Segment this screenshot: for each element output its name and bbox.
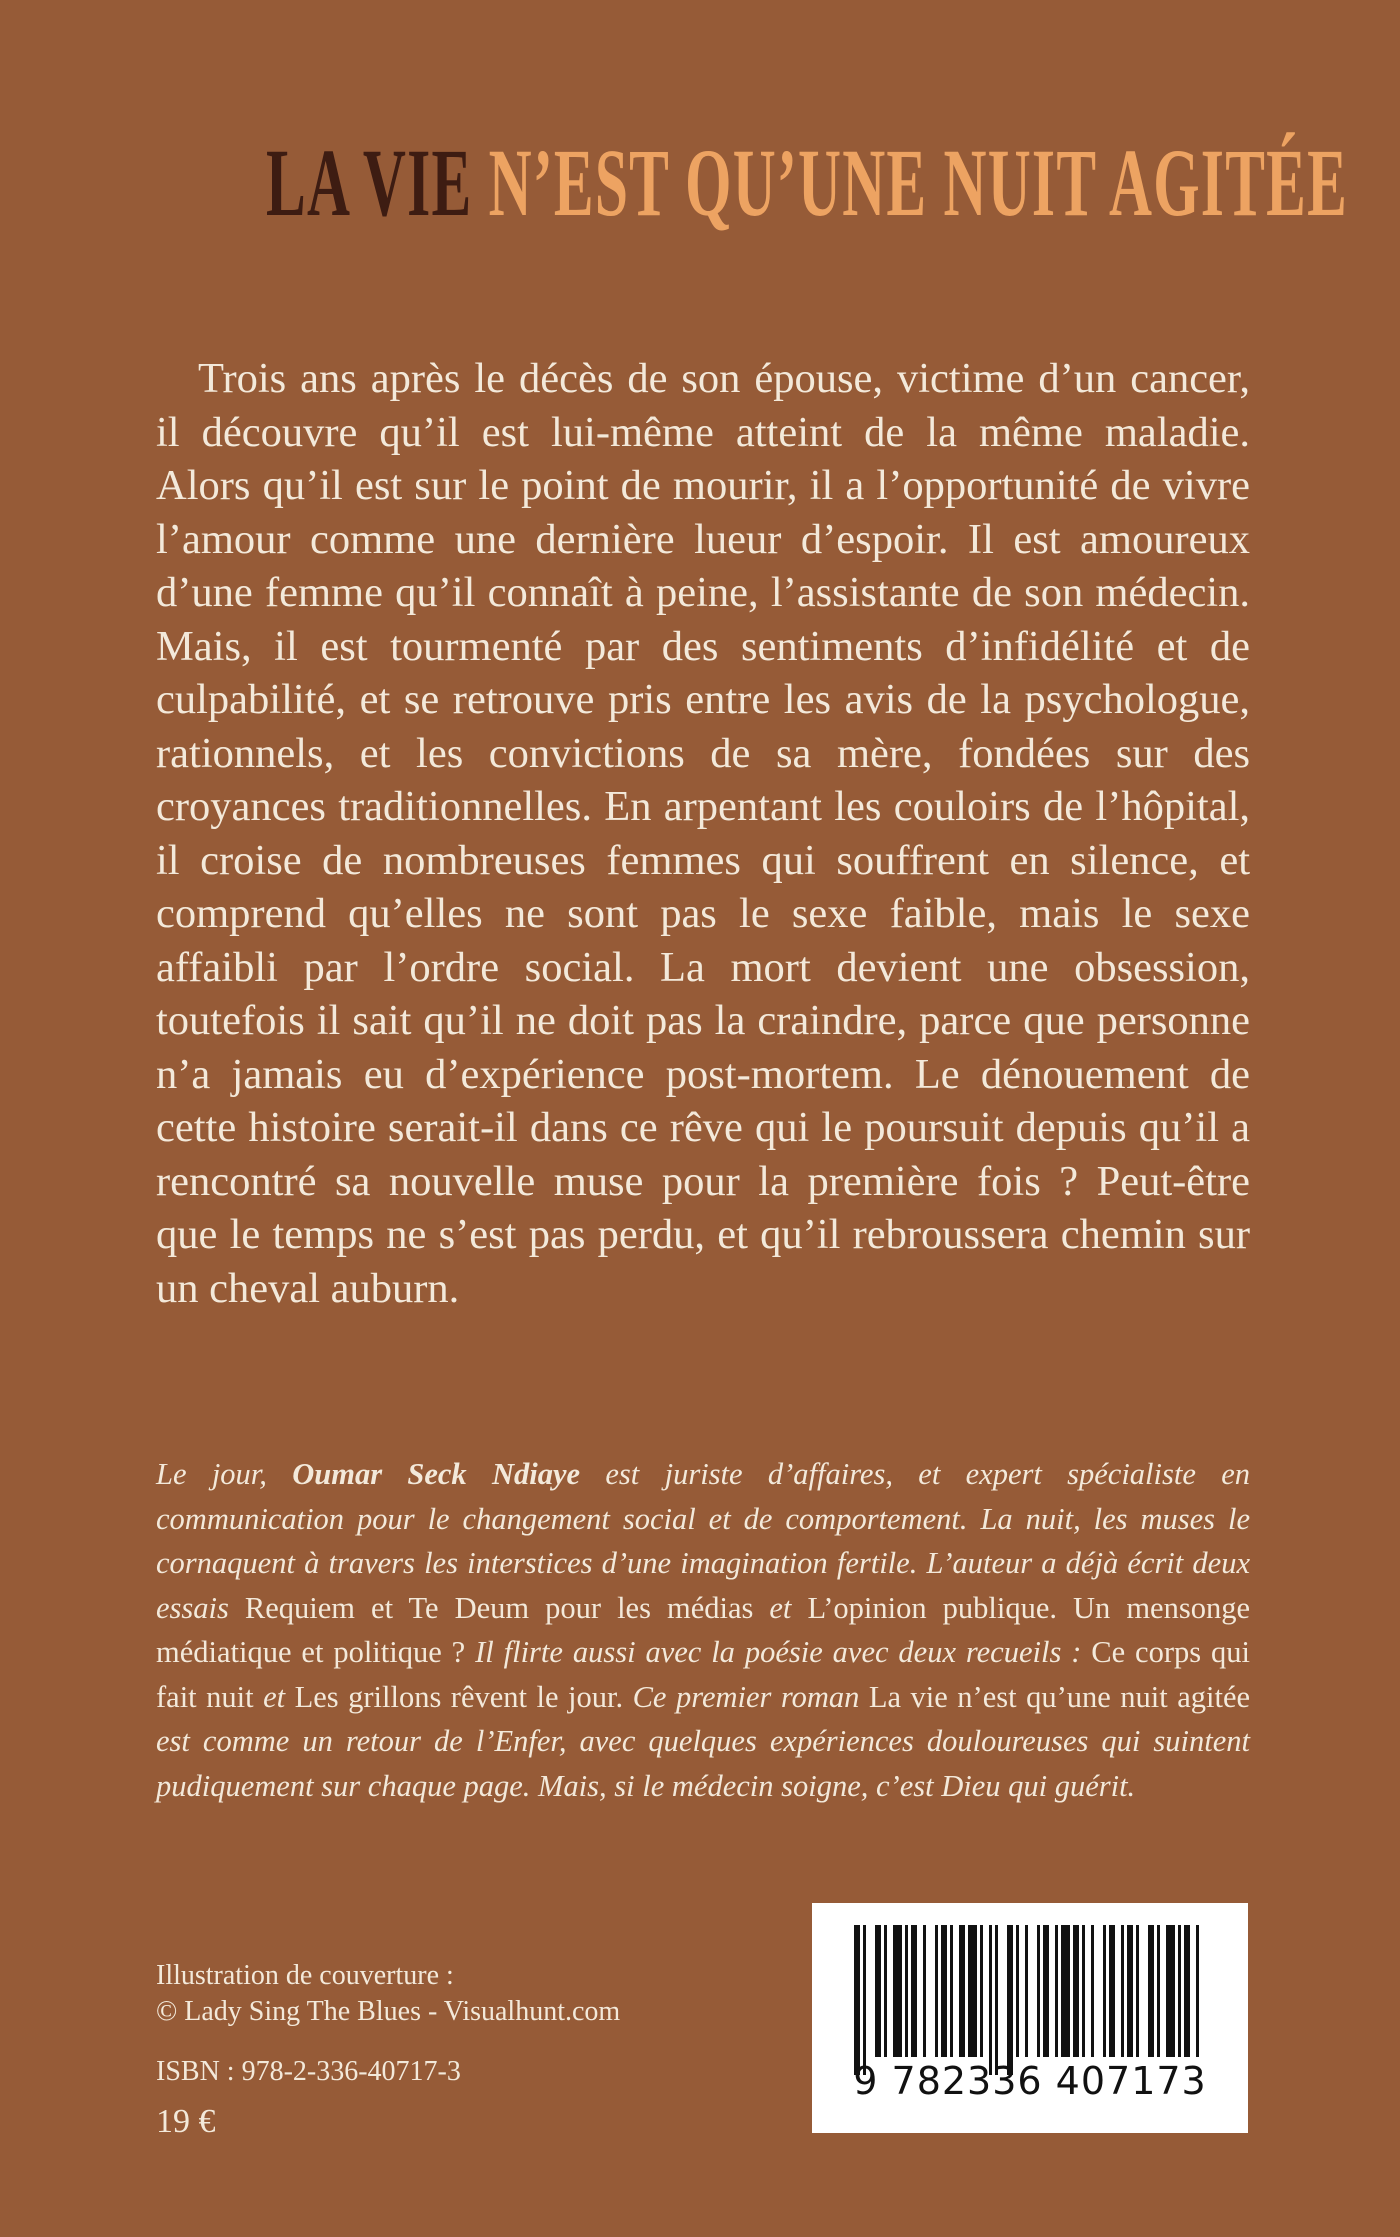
barcode-bar bbox=[905, 1925, 908, 2057]
barcode-bar bbox=[893, 1925, 902, 2057]
barcode-bar bbox=[1073, 1925, 1079, 2057]
bio-text: Le jour, bbox=[156, 1457, 293, 1491]
barcode-bar bbox=[959, 1925, 965, 2057]
barcode-bar bbox=[854, 1925, 860, 2075]
barcode-bar bbox=[995, 1925, 998, 2075]
bio-text: et bbox=[753, 1590, 808, 1625]
cover-credits bbox=[156, 1958, 620, 2030]
credits-label: Illustration de couverture : bbox=[156, 1960, 454, 1991]
book-title-ref: La vie n’est qu’une nuit agitée bbox=[868, 1679, 1251, 1714]
barcode-bar bbox=[1184, 1925, 1190, 2057]
barcode-bar bbox=[884, 1925, 887, 2057]
barcode-bar bbox=[1157, 1925, 1160, 2057]
synopsis-text: Trois ans après le décès de son épouse, victime d’un cancer, il découvre qu’il est lui-même atteint de la même maladie. Alors qu’il est sur le point de mourir, il a l’opportunité de vivre l’amour comme une dernière lueur d’espoir. Il est amoureux d’une femme qu’il connaît à peine, l’assistante de son médecin. Mais, il est tourmenté par des sentiments d’infidélité et de culpabilité, et se retrouve pris entre les avis de la psychologue, rationnels, et les convictions de sa mère, fondées sur des croyances traditionnelles. En arpentant les couloirs de l’hôpital, il croise de nombreuses femmes qui souffrent en silence, et comprend qu’elles ne sont pas le sexe faible, mais le sexe affaibli par l’ordre social. La mort devient une obsession, toutefois il sait qu’il ne doit pas la craindre, parce que personne n’a jamais eu d’expérience post-mortem. Le dénouement de cette histoire serait-il dans ce rêve qui le poursuit depuis qu’il a rencontré sa nouvelle muse pour la première fois ? Peut-être que le temps ne s’est pas perdu, et qu’il rebroussera chemin sur un cheval auburn. bbox=[156, 355, 1250, 1312]
barcode-digits: 9 782336 407173 bbox=[853, 2059, 1207, 2103]
bio-text: est comme un retour de l’Enfer, avec quelques expériences douloureuses qui suintent pudiquement sur chaque page. Mais, si le médecin soigne, c’est Dieu qui guérit. bbox=[156, 1724, 1250, 1803]
barcode-bar bbox=[911, 1925, 917, 2057]
barcode-bar bbox=[1055, 1925, 1058, 2057]
barcode-bar bbox=[1196, 1925, 1199, 2057]
barcode-bar bbox=[968, 1925, 977, 2057]
barcode-bar bbox=[1007, 1925, 1013, 2075]
barcode-bar bbox=[1043, 1925, 1049, 2057]
barcode bbox=[812, 1903, 1248, 2133]
barcode-bar bbox=[1178, 1925, 1181, 2057]
barcode-bar bbox=[875, 1925, 881, 2057]
bio-text: est juriste d’affaires, et expert spécialiste en communication pour le changement social et de comportement. La nuit, les muses le cornaquent à travers les interstices d’une imagination fertile. L’auteur a déjà écrit deux essais bbox=[156, 1457, 1250, 1625]
book-title-ref: Ce corps qui fait nuit bbox=[156, 1635, 1250, 1714]
barcode-bar bbox=[935, 1925, 938, 2057]
isbn: ISBN : 978-2-336-40717-3 bbox=[156, 2056, 461, 2087]
bio-text: et bbox=[253, 1679, 295, 1714]
author-bio bbox=[156, 1452, 1250, 1808]
barcode-bar bbox=[1127, 1925, 1133, 2057]
barcode-bar bbox=[1121, 1925, 1124, 2057]
book-title-ref: L’opinion publique. Un mensonge médiatique et politique ? bbox=[156, 1590, 1250, 1669]
book-title-ref: Les grillons rêvent le jour. bbox=[294, 1679, 624, 1714]
barcode-bar bbox=[1016, 1925, 1019, 2057]
bio-text: Ce premier roman bbox=[623, 1679, 869, 1714]
credits-value: © Lady Sing The Blues - Visualhunt.com bbox=[156, 1996, 621, 2027]
book-title-ref: Requiem et Te Deum pour les médias bbox=[244, 1590, 754, 1625]
author-name: Oumar Seck Ndiaye bbox=[292, 1457, 581, 1491]
barcode-bar bbox=[941, 1925, 947, 2057]
title-part-dark: LA VIE bbox=[266, 129, 473, 236]
barcode-bar bbox=[1037, 1925, 1040, 2057]
barcode-bar bbox=[1103, 1925, 1106, 2057]
title-part-light: N’EST QU’UNE NUIT AGITÉE bbox=[488, 129, 1349, 236]
bio-text: Il flirte aussi avec la poésie avec deux recueils : bbox=[465, 1635, 1092, 1669]
barcode-bar bbox=[1025, 1925, 1028, 2057]
barcode-bar bbox=[1091, 1925, 1094, 2057]
barcode-bar bbox=[950, 1925, 953, 2057]
barcode-bar bbox=[1148, 1925, 1154, 2057]
barcode-bar bbox=[1061, 1925, 1070, 2057]
barcode-bar bbox=[1109, 1925, 1115, 2057]
book-title bbox=[266, 128, 1349, 238]
barcode-bar bbox=[980, 1925, 983, 2057]
barcode-bar bbox=[1166, 1925, 1175, 2057]
price: 19 € bbox=[156, 2103, 216, 2140]
barcode-bar bbox=[989, 1925, 992, 2075]
barcode-bar bbox=[1136, 1925, 1139, 2057]
barcode-bar bbox=[1082, 1925, 1085, 2057]
barcode-bar bbox=[923, 1925, 926, 2057]
barcode-bar bbox=[863, 1925, 866, 2075]
